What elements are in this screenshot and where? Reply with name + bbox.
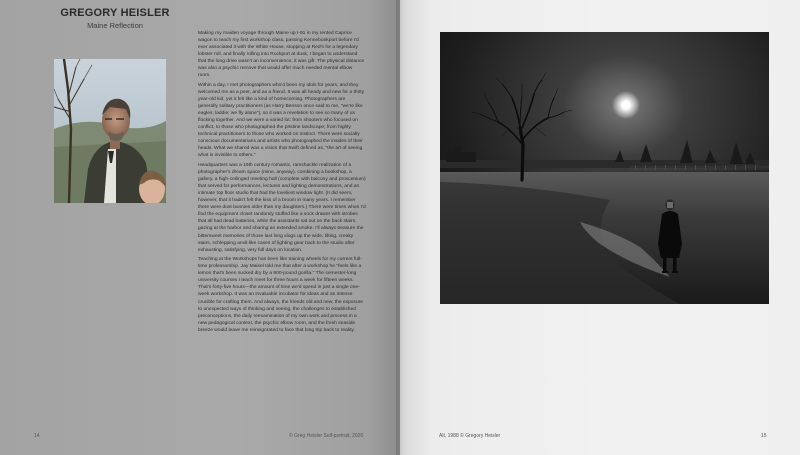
landscape-photo <box>440 32 769 304</box>
paragraph: Within a day, I met photographers who'd been my idols for years, and they welcomed me as a peer, and as a friend. It was all heady and new for a thirty year-old kid, yet it felt like a kind of homecoming. Photographers are generally solitary practitioners (as Harry Benson once said to me, "we're like eagles, laddie; we fly alone"), so it was a revelation to see so many of us flocking together. And we were a varied lot: from shooters who focused on conflict, to those who photographed the pristine landscape; from highly technical practitioners to those who worked on instinct. There were socially conscious documentarians and artists who photographed the insides of their heads. What we shared was a vision that Swift defined as, "the art of seeing what is invisible to others." <box>198 82 365 159</box>
author-name: GREGORY HEISLER <box>60 7 170 19</box>
page-number-left: 14 <box>34 433 40 439</box>
paragraph: Making my maiden voyage through Maine up I-91 in my rented Caprice wagon to teach my first workshop class, passing Kennebunkport before I'd ever associated it with the White House, stopping at Red's for a legendary lobster roll, and finally rolling into Rockport at dusk, I began to understand that the long drive wasn't an inconvenience, it was gift. The physical distance was also a psychic remove that would offer much needed mental elbow room. <box>198 31 365 79</box>
photo-credit-right: Alt, 1988 © Gregory Heisler <box>439 433 501 439</box>
book-gutter <box>396 0 406 455</box>
page-number-right: 15 <box>761 433 767 439</box>
photo-credit-left: © Greg Heisler Self-portrait, 2020 <box>289 433 364 439</box>
portrait-photo <box>54 59 166 203</box>
paragraph: Headquarters was a 19th century romantic, ramshackle realization of a photographer's dream space (mine, anyway), combining a bookshop, a gallery, a high-ceilinged meeting hall (complete with balcony and proscenium) that served for performances, lectures and lighting demonstrations, and an intimate top floor studio that had the loveliest window light. (It did seem, however, that it hadn't felt the kiss of a broom in many years. I remember there were dust bunnies older than my daughters.) There were times when I'd find the equipment closet randomly stuffed like a sock drawer with strobes that all had dead batteries, while the assistants sat out on the back stairs, gazing at the harbor and sharing an extended smoke. I'll always treasure the bittersweet memories of those last long slogs up the wide, tilting, creaky stairs, schlepping anvil-like cases of lighting gear back to the studio after exhausting, satisfying, very full days on location. <box>198 163 366 253</box>
article-subtitle: Maine Reflection <box>87 21 143 30</box>
paragraph: Teaching at the Workshops has been like training wheels for my current full-time professorship. Jay Maisel told me that after a workshop he "feels like a lemon that's been sucked dry by a 900-pound gorilla." The semester-long university courses I teach meet for three hours a week for fifteen weeks. That's forty-five hours—the amount of time we'd spend in just a single one-week workshop. It was an invaluable incubator for ideas and an intense crucible for crafting them. And always, the friends old and new, the exposure to unexpected ways of thinking and seeing, the challenges to established preconceptions, the daily reexamination of my own work and process in a new pedagogical context, the psychic elbow room, and the fresh seaside breeze would leave me reinvigorated to face that long trip back to reality. <box>198 257 364 333</box>
article-body <box>198 30 366 336</box>
